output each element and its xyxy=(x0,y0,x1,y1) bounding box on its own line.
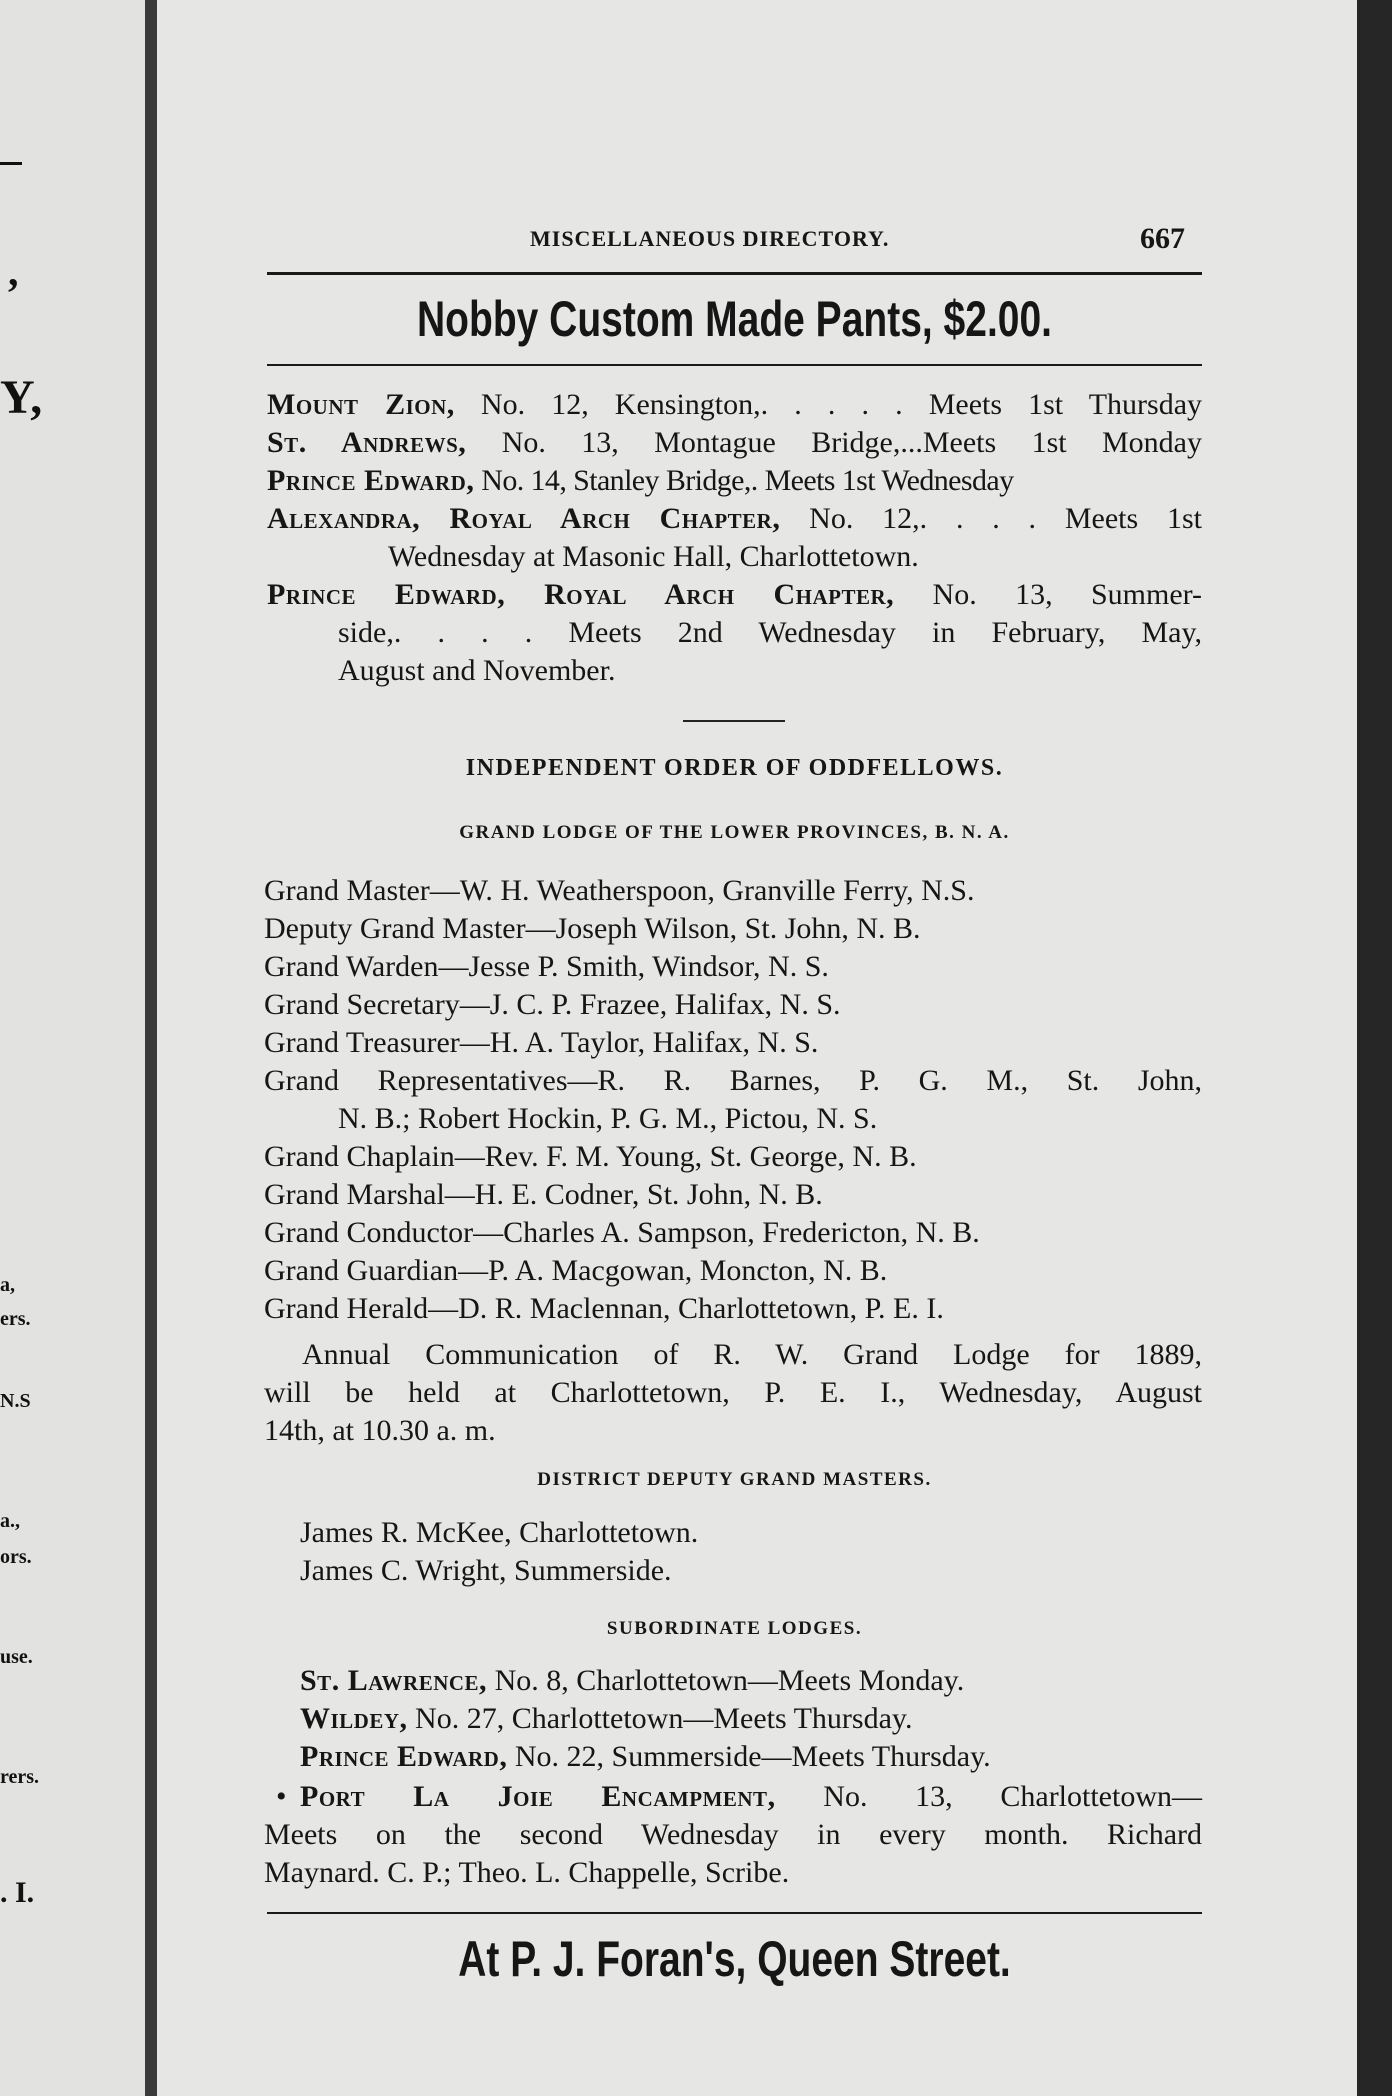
margin-rule xyxy=(0,162,22,165)
facing-page-margin xyxy=(0,0,145,2096)
margin-fragment: ors. xyxy=(0,1546,32,1568)
officer-line: Grand Chaplain—Rev. F. M. Young, St. George, N. B. xyxy=(264,1140,917,1173)
officer-line: Grand Guardian—P. A. Macgowan, Moncton, N. B. xyxy=(264,1254,888,1287)
entry-alexandra xyxy=(267,500,1202,538)
officer-line-continued: N. B.; Robert Hockin, P. G. M., Pictou, N. S. xyxy=(338,1102,878,1135)
chapter-details: No. 12,. . . . Meets 1st xyxy=(809,502,1202,535)
annual-communication-line: Annual Communication of R. W. Grand Lodge for 1889, xyxy=(302,1338,1202,1371)
entry-prince-edward-chapter-continued: August and November. xyxy=(338,654,616,687)
margin-fragment: a, xyxy=(0,1274,15,1296)
ad-rule xyxy=(267,364,1202,366)
encampment-details: No. 13, Charlottetown— xyxy=(823,1780,1202,1813)
lodge-name: St. Andrews, xyxy=(267,426,467,459)
margin-fragment: N.S xyxy=(0,1390,31,1412)
officer-line: Grand Master—W. H. Weatherspoon, Granville Ferry, N.S. xyxy=(264,874,975,907)
encampment-continued: Meets on the second Wednesday in every month. Richard xyxy=(264,1818,1202,1851)
lodge-details: No. 8, Charlottetown—Meets Monday. xyxy=(494,1664,965,1697)
lodge-name: Mount Zion, xyxy=(267,388,455,421)
officer-line: Deputy Grand Master—Joseph Wilson, St. John, N. B. xyxy=(264,912,921,945)
officer-line: Grand Secretary—J. C. P. Frazee, Halifax, N. S. xyxy=(264,988,841,1021)
entry-prince-edward-chapter-continued: side,. . . . Meets 2nd Wednesday in February, May, xyxy=(338,616,1202,649)
lodge-name: Wildey, xyxy=(300,1702,408,1735)
district-master: James C. Wright, Summerside. xyxy=(300,1554,672,1587)
officer-line: Grand Conductor—Charles A. Sampson, Fredericton, N. B. xyxy=(264,1216,980,1249)
bottom-advertisement: At P. J. Foran's, Queen Street. xyxy=(458,1931,1011,1987)
officer-line: Grand Herald—D. R. Maclennan, Charlottetown, P. E. I. xyxy=(264,1292,944,1325)
margin-fragment: ers. xyxy=(0,1308,31,1330)
annual-communication-line: 14th, at 10.30 a. m. xyxy=(264,1414,496,1447)
entry-st-andrews xyxy=(267,424,1202,462)
officer-line: Grand Warden—Jesse P. Smith, Windsor, N. S. xyxy=(264,950,829,983)
encampment-bullet: • xyxy=(276,1780,287,1813)
margin-fragment: Y, xyxy=(0,371,43,424)
lodge-name: Prince Edward, xyxy=(300,1740,508,1773)
entry-mount-zion xyxy=(267,386,1202,424)
entry-prince-edward-chapter xyxy=(267,576,1202,614)
entry-prince-edward-14 xyxy=(267,462,1202,500)
lodge-name: St. Lawrence, xyxy=(300,1664,488,1697)
chapter-name: Prince Edward, Royal Arch Chapter, xyxy=(267,578,895,611)
encampment-name: Port La Joie Encampment, xyxy=(300,1780,776,1813)
margin-fragment: a., xyxy=(0,1510,20,1532)
encampment-entry xyxy=(300,1778,1202,1816)
margin-fragment: , xyxy=(8,249,19,295)
subheading-subordinate: SUBORDINATE LODGES. xyxy=(606,1618,863,1639)
header-rule xyxy=(267,272,1202,275)
lodge-details: No. 14, Stanley Bridge,. Meets 1st Wednesday xyxy=(481,464,1014,497)
margin-fragment: use. xyxy=(0,1646,33,1668)
top-advertisement: Nobby Custom Made Pants, $2.00. xyxy=(417,291,1052,347)
subordinate-lodge xyxy=(300,1738,991,1776)
district-master: James R. McKee, Charlottetown. xyxy=(300,1516,699,1549)
margin-fragment: . I. xyxy=(0,1876,35,1909)
footer-rule xyxy=(267,1912,1202,1914)
officer-line: Grand Marshal—H. E. Codner, St. John, N. B. xyxy=(264,1178,823,1211)
book-gutter xyxy=(145,0,157,2096)
officer-line: Grand Treasurer—H. A. Taylor, Halifax, N. S. xyxy=(264,1026,819,1059)
entry-alexandra-continued: Wednesday at Masonic Hall, Charlottetown. xyxy=(388,540,919,573)
lodge-details: No. 27, Charlottetown—Meets Thursday. xyxy=(415,1702,913,1735)
subheading: GRAND LODGE OF THE LOWER PROVINCES, B. N. A. xyxy=(459,822,1010,843)
section-heading: INDEPENDENT ORDER OF ODDFELLOWS. xyxy=(465,755,1004,781)
lodge-name: Prince Edward, xyxy=(267,464,475,497)
annual-communication-line: will be held at Charlottetown, P. E. I., Wednesday, August xyxy=(264,1376,1202,1409)
lodge-details: No. 12, Kensington,. . . . . Meets 1st Thursday xyxy=(480,388,1203,421)
page-edge xyxy=(1357,0,1392,2096)
subordinate-lodge xyxy=(300,1662,964,1700)
lodge-details: No. 13, Montague Bridge,...Meets 1st Monday xyxy=(501,426,1202,459)
margin-fragment: rers. xyxy=(0,1766,40,1788)
running-title: MISCELLANEOUS DIRECTORY. xyxy=(530,226,890,251)
chapter-details: No. 13, Summer- xyxy=(932,578,1203,611)
subheading-district: DISTRICT DEPUTY GRAND MASTERS. xyxy=(537,1469,932,1490)
encampment-continued: Maynard. C. P.; Theo. L. Chappelle, Scribe. xyxy=(264,1856,790,1889)
page-number: 667 xyxy=(1140,222,1185,255)
subordinate-lodge xyxy=(300,1700,912,1738)
section-divider xyxy=(683,720,785,722)
chapter-name: Alexandra, Royal Arch Chapter, xyxy=(267,502,781,535)
officer-line: Grand Representatives—R. R. Barnes, P. G. M., St. John, xyxy=(264,1064,1202,1097)
lodge-details: No. 22, Summerside—Meets Thursday. xyxy=(514,1740,991,1773)
